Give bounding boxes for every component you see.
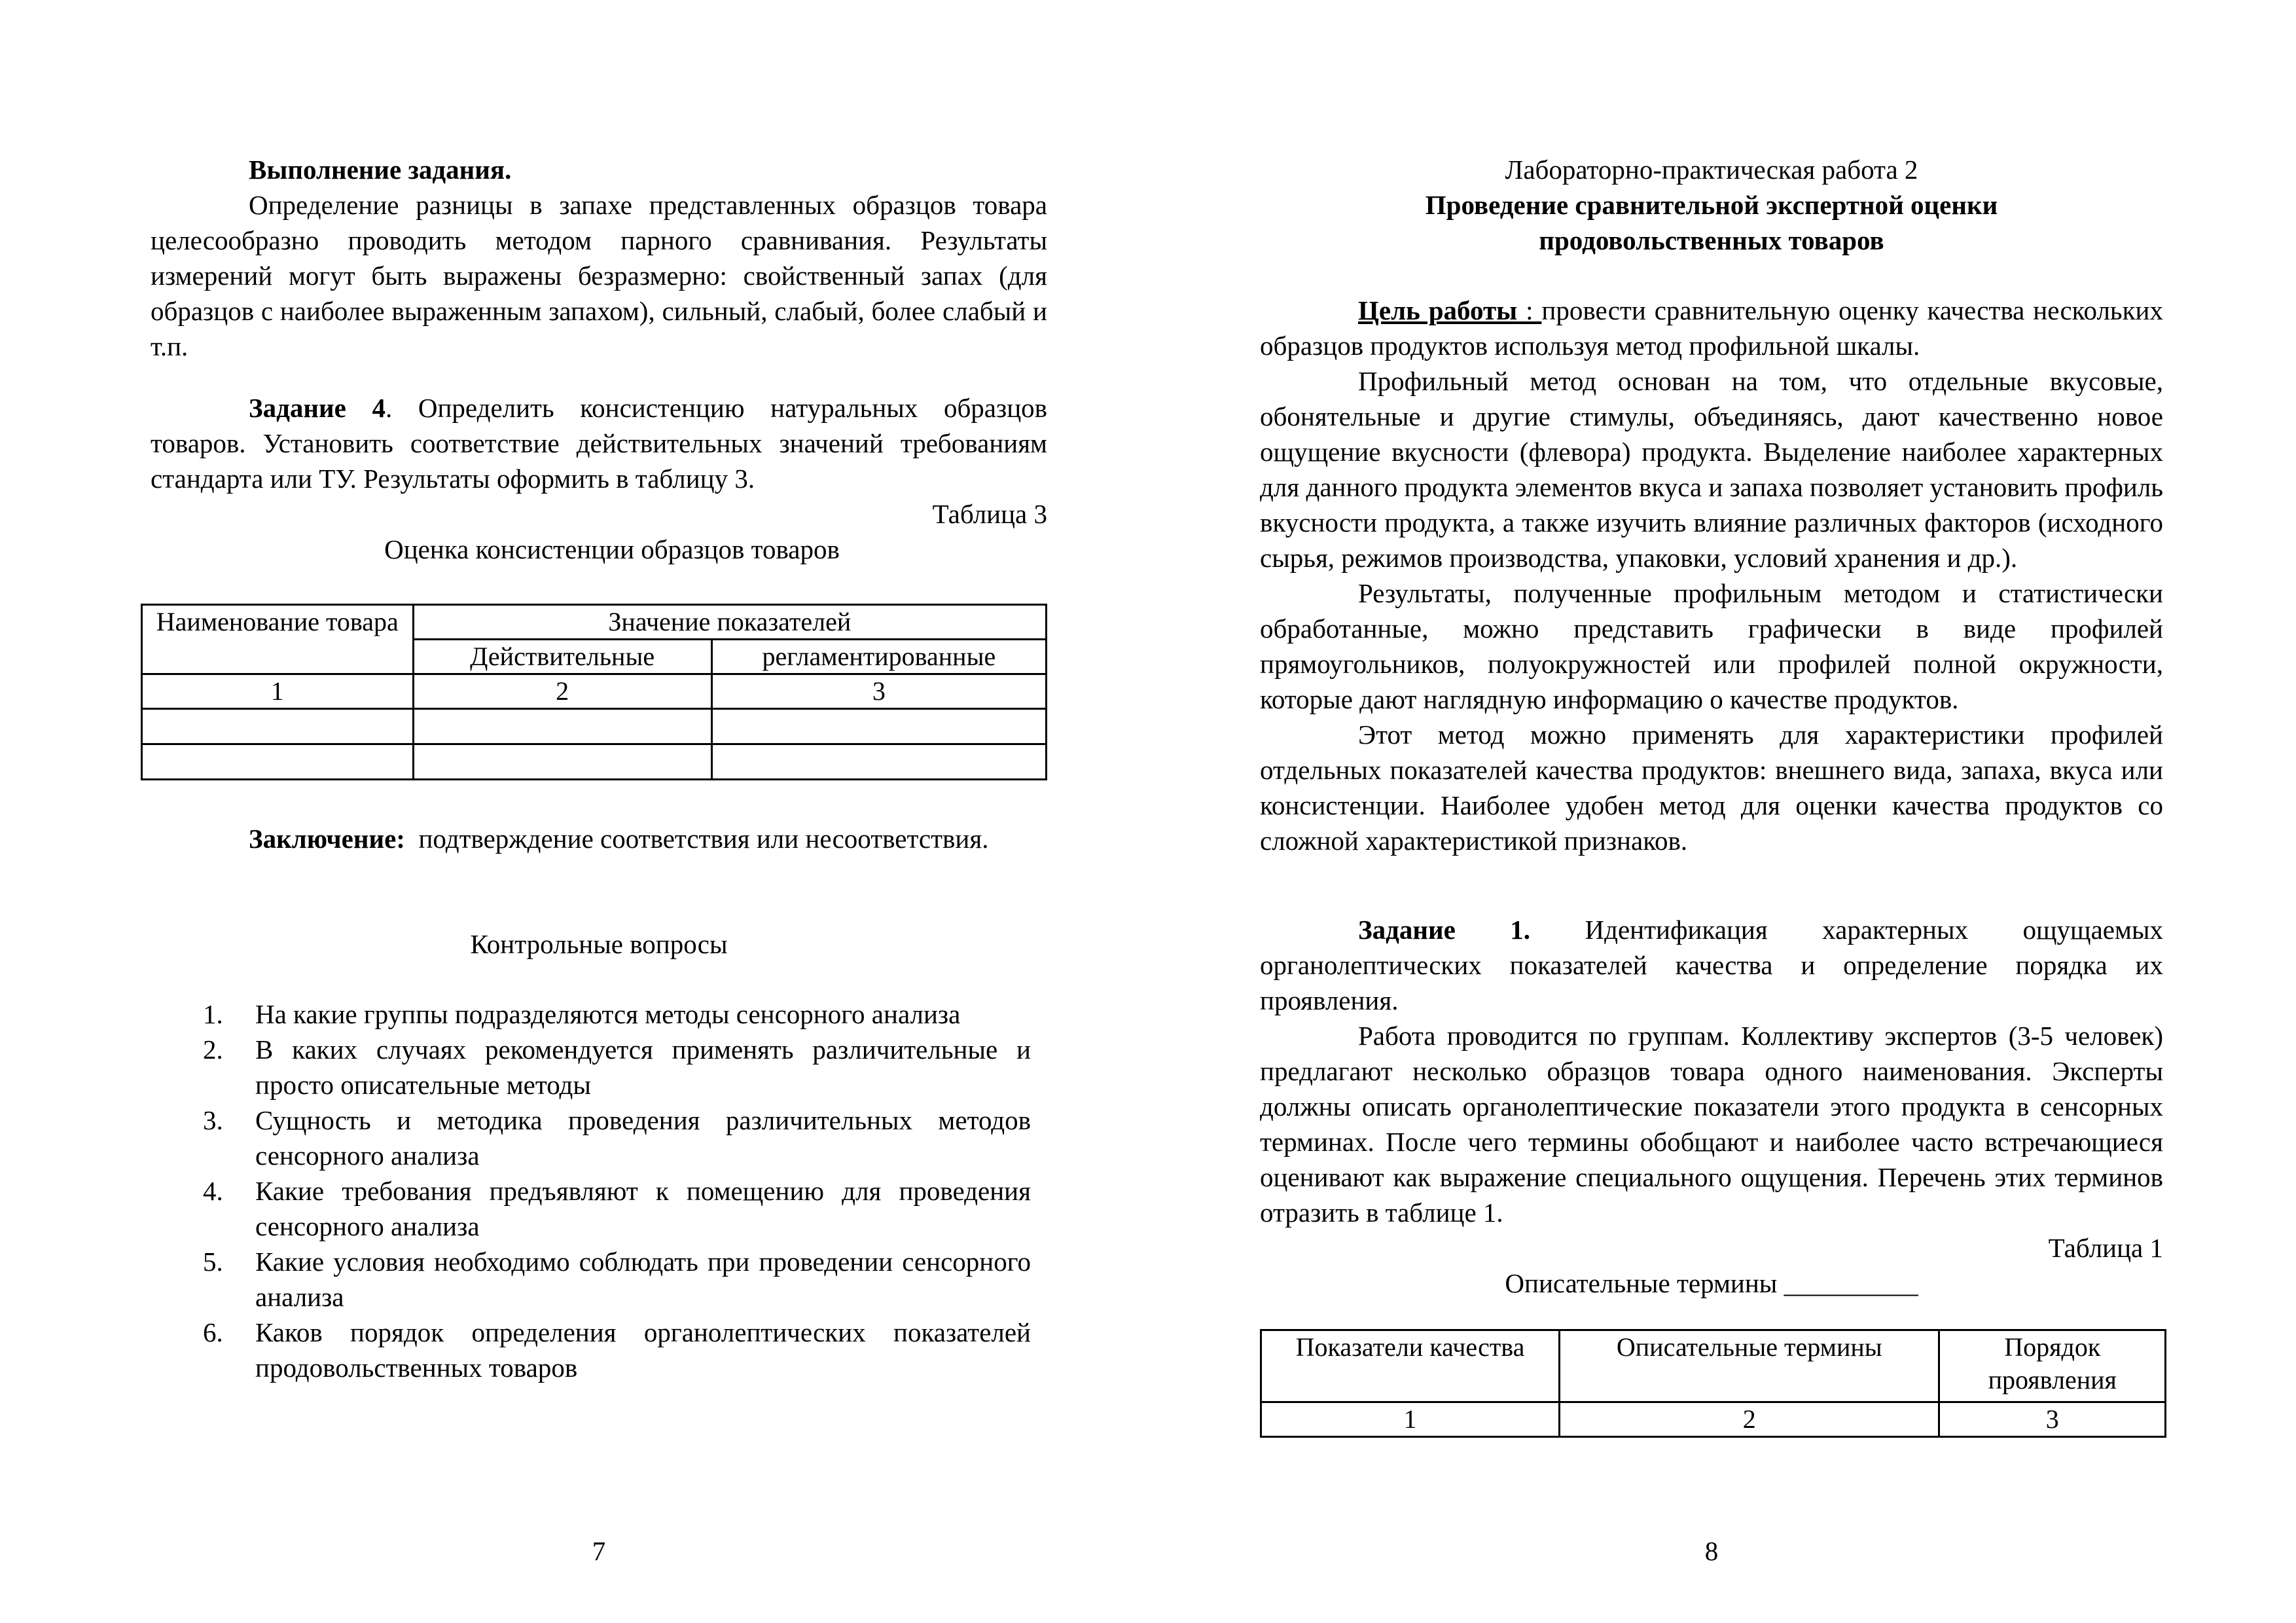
table3-num-1: 1 xyxy=(142,674,414,709)
table3-empty-cell xyxy=(711,744,1046,780)
conclusion-paragraph xyxy=(151,821,1047,856)
question-text: Сущность и методика проведения различительных методов сенсорного анализа xyxy=(255,1105,1031,1171)
task1-text: Идентификация характерных ощущаемых органолептических показателей качества и определение порядка их проявления. xyxy=(1260,915,2163,1015)
profile-method-paragraph: Профильный метод основан на том, что отдельные вкусовые, обонятельные и другие стимулы, объединяясь, дают качественно новое ощущение вкусности (флевора) продукта. Выделение наиболее характерных для данного продукта элементов вкуса и запаха позволяет установить профиль вкусности продукта, а также изучить влияние различных факторов (исходного сырья, режимов производства, упаковки, условий хранения и др.). xyxy=(1260,366,2163,573)
table1-num-2: 2 xyxy=(1560,1402,1939,1437)
table3-col2-header: Действительные xyxy=(413,640,711,674)
questions-list xyxy=(151,996,1031,1385)
conclusion-text: подтверждение соответствия или несоответствия. xyxy=(418,824,989,854)
table3-empty-cell xyxy=(711,709,1046,744)
page-number-left: 7 xyxy=(592,1536,606,1566)
table3 xyxy=(141,604,1047,780)
exec-text: Определение разницы в запахе представленных образцов товара целесообразно проводить методом парного сравнивания. Результаты измерений могут быть выражены безразмерно: свойственный запах (для образцов с наиболее выраженным запахом), сильный, слабый, более слабый и т.п. xyxy=(151,190,1047,361)
exec-heading: Выполнение задания. xyxy=(249,155,512,185)
page-number-right: 8 xyxy=(1704,1536,1719,1566)
question-item xyxy=(151,1244,1031,1315)
goal-label: Цель работы xyxy=(1358,295,1518,325)
table3-number: Таблица 3 xyxy=(932,499,1047,529)
task4-label: Задание 4 xyxy=(249,393,386,423)
table3-num-3: 3 xyxy=(711,674,1046,709)
lab-title: Лабораторно-практическая работа 2 xyxy=(1505,155,1918,185)
goal-paragraph xyxy=(1260,293,2163,363)
question-number: 5. xyxy=(203,1247,223,1277)
question-text: На какие группы подразделяются методы сенсорного анализа xyxy=(255,999,961,1029)
question-number: 1. xyxy=(203,999,223,1029)
question-text: Каков порядок определения органолептических показателей продовольственных товаров xyxy=(255,1317,1031,1383)
results-paragraph: Результаты, полученные профильным методом и статистически обработанные, можно представить графически в виде профилей прямоугольников, полуокружностей или профилей полной окружности, которые дают наглядную информацию о качестве продуктов. xyxy=(1260,578,2163,714)
questions-heading: Контрольные вопросы xyxy=(470,929,728,959)
table3-empty-cell xyxy=(142,709,414,744)
task1-paragraph xyxy=(1260,912,2163,1018)
table1-num-3: 3 xyxy=(1939,1402,2166,1437)
lab-heading-line1: Проведение сравнительной экспертной оценки xyxy=(1425,190,1998,220)
table3-col1-header: Наименование товара xyxy=(142,605,414,674)
table1-col3-header: Порядок проявления xyxy=(1939,1330,2166,1402)
conclusion-label: Заключение: xyxy=(249,824,405,854)
task1-label: Задание 1. xyxy=(1358,915,1531,945)
question-text: Какие условия необходимо соблюдать при проведении сенсорного анализа xyxy=(255,1247,1031,1312)
task4-text: . Определить консистенцию натуральных образцов товаров. Установить соответствие действительных значений требованиям стандарта или ТУ. Результаты оформить в таблицу 3. xyxy=(151,393,1048,494)
table1-num-1: 1 xyxy=(1261,1402,1560,1437)
goal-text: провести сравнительную оценку качества нескольких образцов продуктов используя метод профильной шкалы. xyxy=(1260,295,2163,361)
table1-col1-header: Показатели качества xyxy=(1261,1330,1560,1402)
table3-col3-header: регламентированные xyxy=(711,640,1046,674)
question-number: 3. xyxy=(203,1105,223,1135)
question-number: 2. xyxy=(203,1034,223,1065)
table3-empty-cell xyxy=(142,744,414,780)
lab-heading-line2: продовольственных товаров xyxy=(1539,225,1884,255)
table1-col2-header: Описательные термины xyxy=(1560,1330,1939,1402)
page-right xyxy=(1260,0,2163,1623)
question-item xyxy=(151,1315,1031,1385)
table3-num-2: 2 xyxy=(413,674,711,709)
question-text: Какие требования предъявляют к помещению для проведения сенсорного анализа xyxy=(255,1176,1031,1241)
table3-empty-cell xyxy=(413,709,711,744)
question-text: В каких случаях рекомендуется применять различительные и просто описательные методы xyxy=(255,1034,1031,1100)
table3-title: Оценка консистенции образцов товаров xyxy=(384,534,840,564)
task4-paragraph xyxy=(151,390,1047,496)
work-paragraph: Работа проводится по группам. Коллективу экспертов (3-5 человек) предлагают несколько образцов товара одного наименования. Эксперты должны описать органолептические показатели этого продукта в сенсорных терминах. После чего термины обобщают и наиболее часто встречающиеся оценивают как выражение специального ощущения. Перечень этих терминов отразить в таблице 1. xyxy=(1260,1021,2163,1228)
question-item xyxy=(151,1103,1031,1173)
method-use-paragraph: Этот метод можно применять для характеристики профилей отдельных показателей качества продуктов: внешнего вида, запаха, вкуса или консистенции. Наиболее удобен метод для оценки качества продуктов со сложной характеристикой признаков. xyxy=(1260,720,2163,856)
question-number: 4. xyxy=(203,1176,223,1206)
question-item xyxy=(151,996,1031,1032)
question-item xyxy=(151,1032,1031,1103)
table3-group-header: Значение показателей xyxy=(413,605,1046,640)
table1 xyxy=(1260,1329,2166,1438)
table1-title: Описательные термины __________ xyxy=(1505,1268,1918,1298)
question-item xyxy=(151,1173,1031,1244)
table1-number: Таблица 1 xyxy=(2048,1233,2163,1263)
question-number: 6. xyxy=(203,1317,223,1347)
table3-empty-cell xyxy=(413,744,711,780)
page-left xyxy=(151,0,1047,1623)
goal-colon: : xyxy=(1517,295,1542,325)
